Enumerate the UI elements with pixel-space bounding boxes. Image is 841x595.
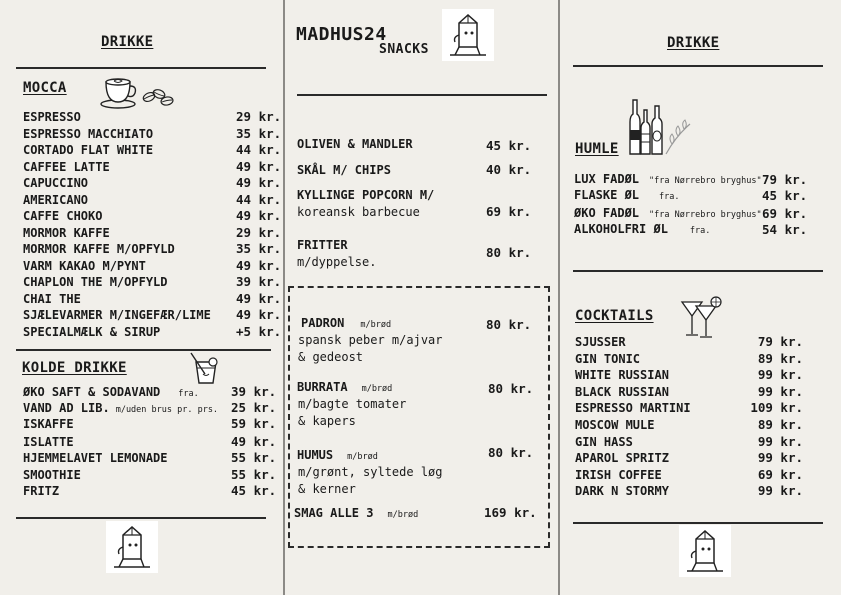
item-name: PADRON: [301, 316, 345, 330]
boxed-item-line1: spansk peber m/ajvar: [298, 333, 443, 347]
mocca-item-name: CAFFEE LATTE: [23, 159, 110, 174]
humle-heading: HUMLE: [575, 141, 619, 157]
item-note: "fra Nørrebro bryghus": [649, 210, 762, 220]
mocca-item-name: VARM KAKAO M/PYNT: [23, 258, 146, 273]
cocktail-item-name: BLACK RUSSIAN: [575, 384, 669, 399]
kolde-item: [23, 435, 80, 451]
kolde-item: [23, 401, 218, 417]
humle-item: [574, 172, 762, 188]
right-rule-middle: [573, 270, 823, 272]
mocca-item-price: 49 kr.: [236, 158, 282, 174]
cocktail-item-price: 79 kr.: [757, 334, 803, 349]
snack-item-price: 80 kr.: [486, 245, 532, 260]
mocca-item-price: 49 kr.: [236, 175, 282, 190]
mocca-item-name: ESPRESSO MACCHIATO: [23, 126, 154, 141]
milk-carton-logo-top-icon: [442, 9, 494, 61]
boxed-item-price: 80 kr.: [488, 381, 534, 396]
humle-item-price: 45 kr.: [762, 188, 808, 203]
mocca-item-price: 49 kr.: [236, 290, 282, 306]
kolde-item-price: 49 kr.: [231, 434, 277, 449]
item-name: LUX FADØL: [574, 172, 640, 186]
kolde-item: [23, 468, 87, 484]
mocca-item-name: CHAI THE: [23, 291, 81, 306]
item-name: ØKO SAFT & SODAVAND: [23, 385, 161, 399]
item-name: VAND AD LIB.: [23, 401, 110, 415]
kolde-item-price: 55 kr.: [231, 450, 277, 465]
mocca-item-price: 49 kr.: [236, 208, 282, 223]
mocca-item-price: 29 kr.: [236, 109, 282, 124]
item-note: m/brød: [347, 452, 378, 462]
item-name: ØKO FADØL: [574, 206, 640, 220]
kolde-item-price: 59 kr.: [231, 416, 277, 431]
column-divider-right: [558, 0, 560, 595]
mocca-heading: MOCCA: [23, 80, 67, 96]
humle-item-price: 69 kr.: [762, 206, 808, 221]
boxed-item-line2: & kapers: [298, 414, 356, 428]
snack-item-desc: m/dyppelse.: [297, 255, 377, 269]
combo-name: [294, 506, 418, 522]
item-name: FRITZ: [23, 484, 60, 498]
boxed-item-line1: m/grønt, syltede løg: [298, 465, 443, 479]
mocca-item-price: 35 kr.: [236, 125, 282, 141]
column-divider-left: [283, 0, 285, 595]
mocca-item-name: SJÆLEVARMER M/INGEFÆR/LIME: [23, 308, 211, 322]
boxed-item-line1: m/bagte tomater: [298, 397, 407, 411]
cocktail-item-name: DARK N STORMY: [575, 484, 669, 499]
cocktail-glasses-icon: [680, 294, 726, 340]
left-title: DRIKKE: [101, 34, 154, 50]
mocca-item-name: ESPRESSO: [23, 110, 81, 124]
mocca-item-price: 49 kr.: [236, 257, 282, 273]
kolde-item-price: 45 kr.: [231, 483, 277, 498]
snack-item-desc: koreansk barbecue: [297, 205, 420, 219]
cocktail-item-name: IRISH COFFEE: [575, 467, 662, 482]
left-rule-bottom: [16, 517, 266, 519]
cocktail-item-price: 99 kr.: [757, 450, 803, 466]
humle-item-price: 54 kr.: [762, 222, 808, 237]
cocktail-item-price: 109 kr.: [750, 400, 803, 416]
cocktail-item-name: APAROL SPRITZ: [575, 451, 669, 466]
snack-item-price: 40 kr.: [486, 162, 532, 177]
kolde-heading: KOLDE DRIKKE: [22, 360, 127, 376]
mocca-item-price: 29 kr.: [236, 224, 282, 240]
left-rule-middle: [16, 349, 271, 351]
humle-item: [574, 188, 680, 204]
humle-item: [574, 206, 762, 222]
cocktail-item-price: 99 kr.: [757, 383, 803, 399]
right-rule-bottom: [573, 522, 823, 524]
mocca-item-price: 44 kr.: [236, 191, 282, 207]
cocktail-item-name: GIN HASS: [575, 434, 633, 449]
cocktail-item-name: ESPRESSO MARTINI: [575, 401, 691, 416]
boxed-item-line2: & kerner: [298, 482, 356, 496]
juice-glass-icon: [190, 352, 220, 386]
milk-carton-logo-icon: [106, 521, 158, 573]
item-name: ISLATTE: [23, 435, 74, 449]
cocktail-item-name: WHITE RUSSIAN: [575, 368, 669, 383]
right-rule-top: [573, 65, 823, 67]
boxed-item: [297, 448, 378, 464]
mocca-item-name: MORMOR KAFFE: [23, 225, 110, 240]
cocktail-item-price: 69 kr.: [757, 466, 803, 482]
item-note: fra.: [659, 192, 680, 202]
brand-name: MADHUS24: [296, 24, 387, 45]
item-note: m/uden brus pr. prs.: [115, 405, 219, 415]
item-name: FLASKE ØL: [574, 188, 640, 202]
item-note: fra.: [689, 226, 711, 236]
mocca-item-price: 49 kr.: [236, 307, 282, 322]
combo-price: 169 kr.: [484, 505, 537, 520]
mocca-item-price: 44 kr.: [236, 142, 282, 157]
cocktails-heading: COCKTAILS: [575, 308, 654, 324]
milk-carton-logo-right-icon: [679, 525, 731, 577]
kolde-item: [23, 484, 65, 500]
cocktail-item-price: 99 kr.: [757, 483, 803, 499]
mocca-item-price: +5 kr.: [236, 323, 282, 339]
humle-item-price: 79 kr.: [762, 172, 808, 187]
mocca-item-name: CAPUCCINO: [23, 176, 89, 190]
snack-item-name: FRITTER: [297, 238, 348, 252]
snack-item-price: 45 kr.: [486, 138, 532, 153]
snack-item-price: 69 kr.: [486, 204, 532, 219]
mocca-item-name: CHAPLON THE M/OPFYLD: [23, 275, 168, 289]
item-note: m/brød: [361, 384, 393, 394]
item-name: HUMUS: [297, 448, 334, 462]
kolde-item-price: 39 kr.: [231, 384, 277, 399]
boxed-item: [301, 316, 391, 332]
mocca-item-name: MORMOR KAFFE M/OPFYLD: [23, 242, 175, 256]
boxed-item-price: 80 kr.: [488, 445, 534, 460]
item-name: ISKAFFE: [23, 417, 74, 431]
humle-item: [574, 222, 710, 238]
mocca-item-price: 39 kr.: [236, 274, 282, 289]
brand-subtitle: SNACKS: [379, 42, 429, 57]
kolde-item: [23, 417, 80, 433]
combo-note: m/brød: [387, 510, 419, 520]
cocktail-item-name: MOSCOW MULE: [575, 418, 655, 432]
mocca-item-name: AMERICANO: [23, 192, 89, 207]
combo-label: SMAG ALLE 3: [294, 506, 374, 520]
mocca-item-name: CAFFE CHOKO: [23, 209, 103, 223]
coffee-cup-icon: [100, 74, 140, 110]
mocca-item-price: 35 kr.: [236, 241, 282, 256]
snack-item-name: SKÅL M/ CHIPS: [297, 163, 391, 177]
cocktail-item-name: GIN TONIC: [575, 351, 641, 366]
middle-rule-top: [297, 94, 547, 96]
boxed-item-line2: & gedeost: [298, 350, 364, 364]
item-name: SMOOTHIE: [23, 468, 81, 482]
item-note: fra.: [178, 389, 199, 399]
cocktail-item-price: 89 kr.: [757, 350, 803, 366]
kolde-item-price: 25 kr.: [231, 400, 277, 415]
boxed-item-price: 80 kr.: [486, 317, 532, 332]
cocktail-item-price: 89 kr.: [757, 417, 803, 432]
kolde-item: [23, 385, 199, 401]
kolde-item: [23, 451, 174, 467]
boxed-item: [297, 380, 392, 396]
beer-bottles-icon: [624, 96, 694, 158]
item-note: m/brød: [360, 320, 392, 330]
left-rule-top: [16, 67, 266, 69]
item-name: ALKOHOLFRI ØL: [574, 222, 668, 236]
mocca-item-name: SPECIALMÆLK & SIRUP: [23, 324, 161, 339]
cocktail-item-price: 99 kr.: [757, 433, 803, 449]
snack-item-name: KYLLINGE POPCORN M/: [297, 188, 435, 202]
coffee-beans-icon: [141, 86, 175, 108]
mocca-item-name: CORTADO FLAT WHITE: [23, 143, 154, 157]
cocktail-item-price: 99 kr.: [757, 367, 803, 383]
item-name: BURRATA: [297, 380, 348, 394]
item-note: "fra Nørrebro bryghus": [649, 176, 762, 186]
right-title: DRIKKE: [667, 35, 720, 51]
snack-item-name: OLIVEN & MANDLER: [297, 137, 413, 151]
item-name: HJEMMELAVET LEMONADE: [23, 451, 168, 465]
cocktail-item-name: SJUSSER: [575, 335, 626, 349]
kolde-item-price: 55 kr.: [231, 467, 277, 482]
